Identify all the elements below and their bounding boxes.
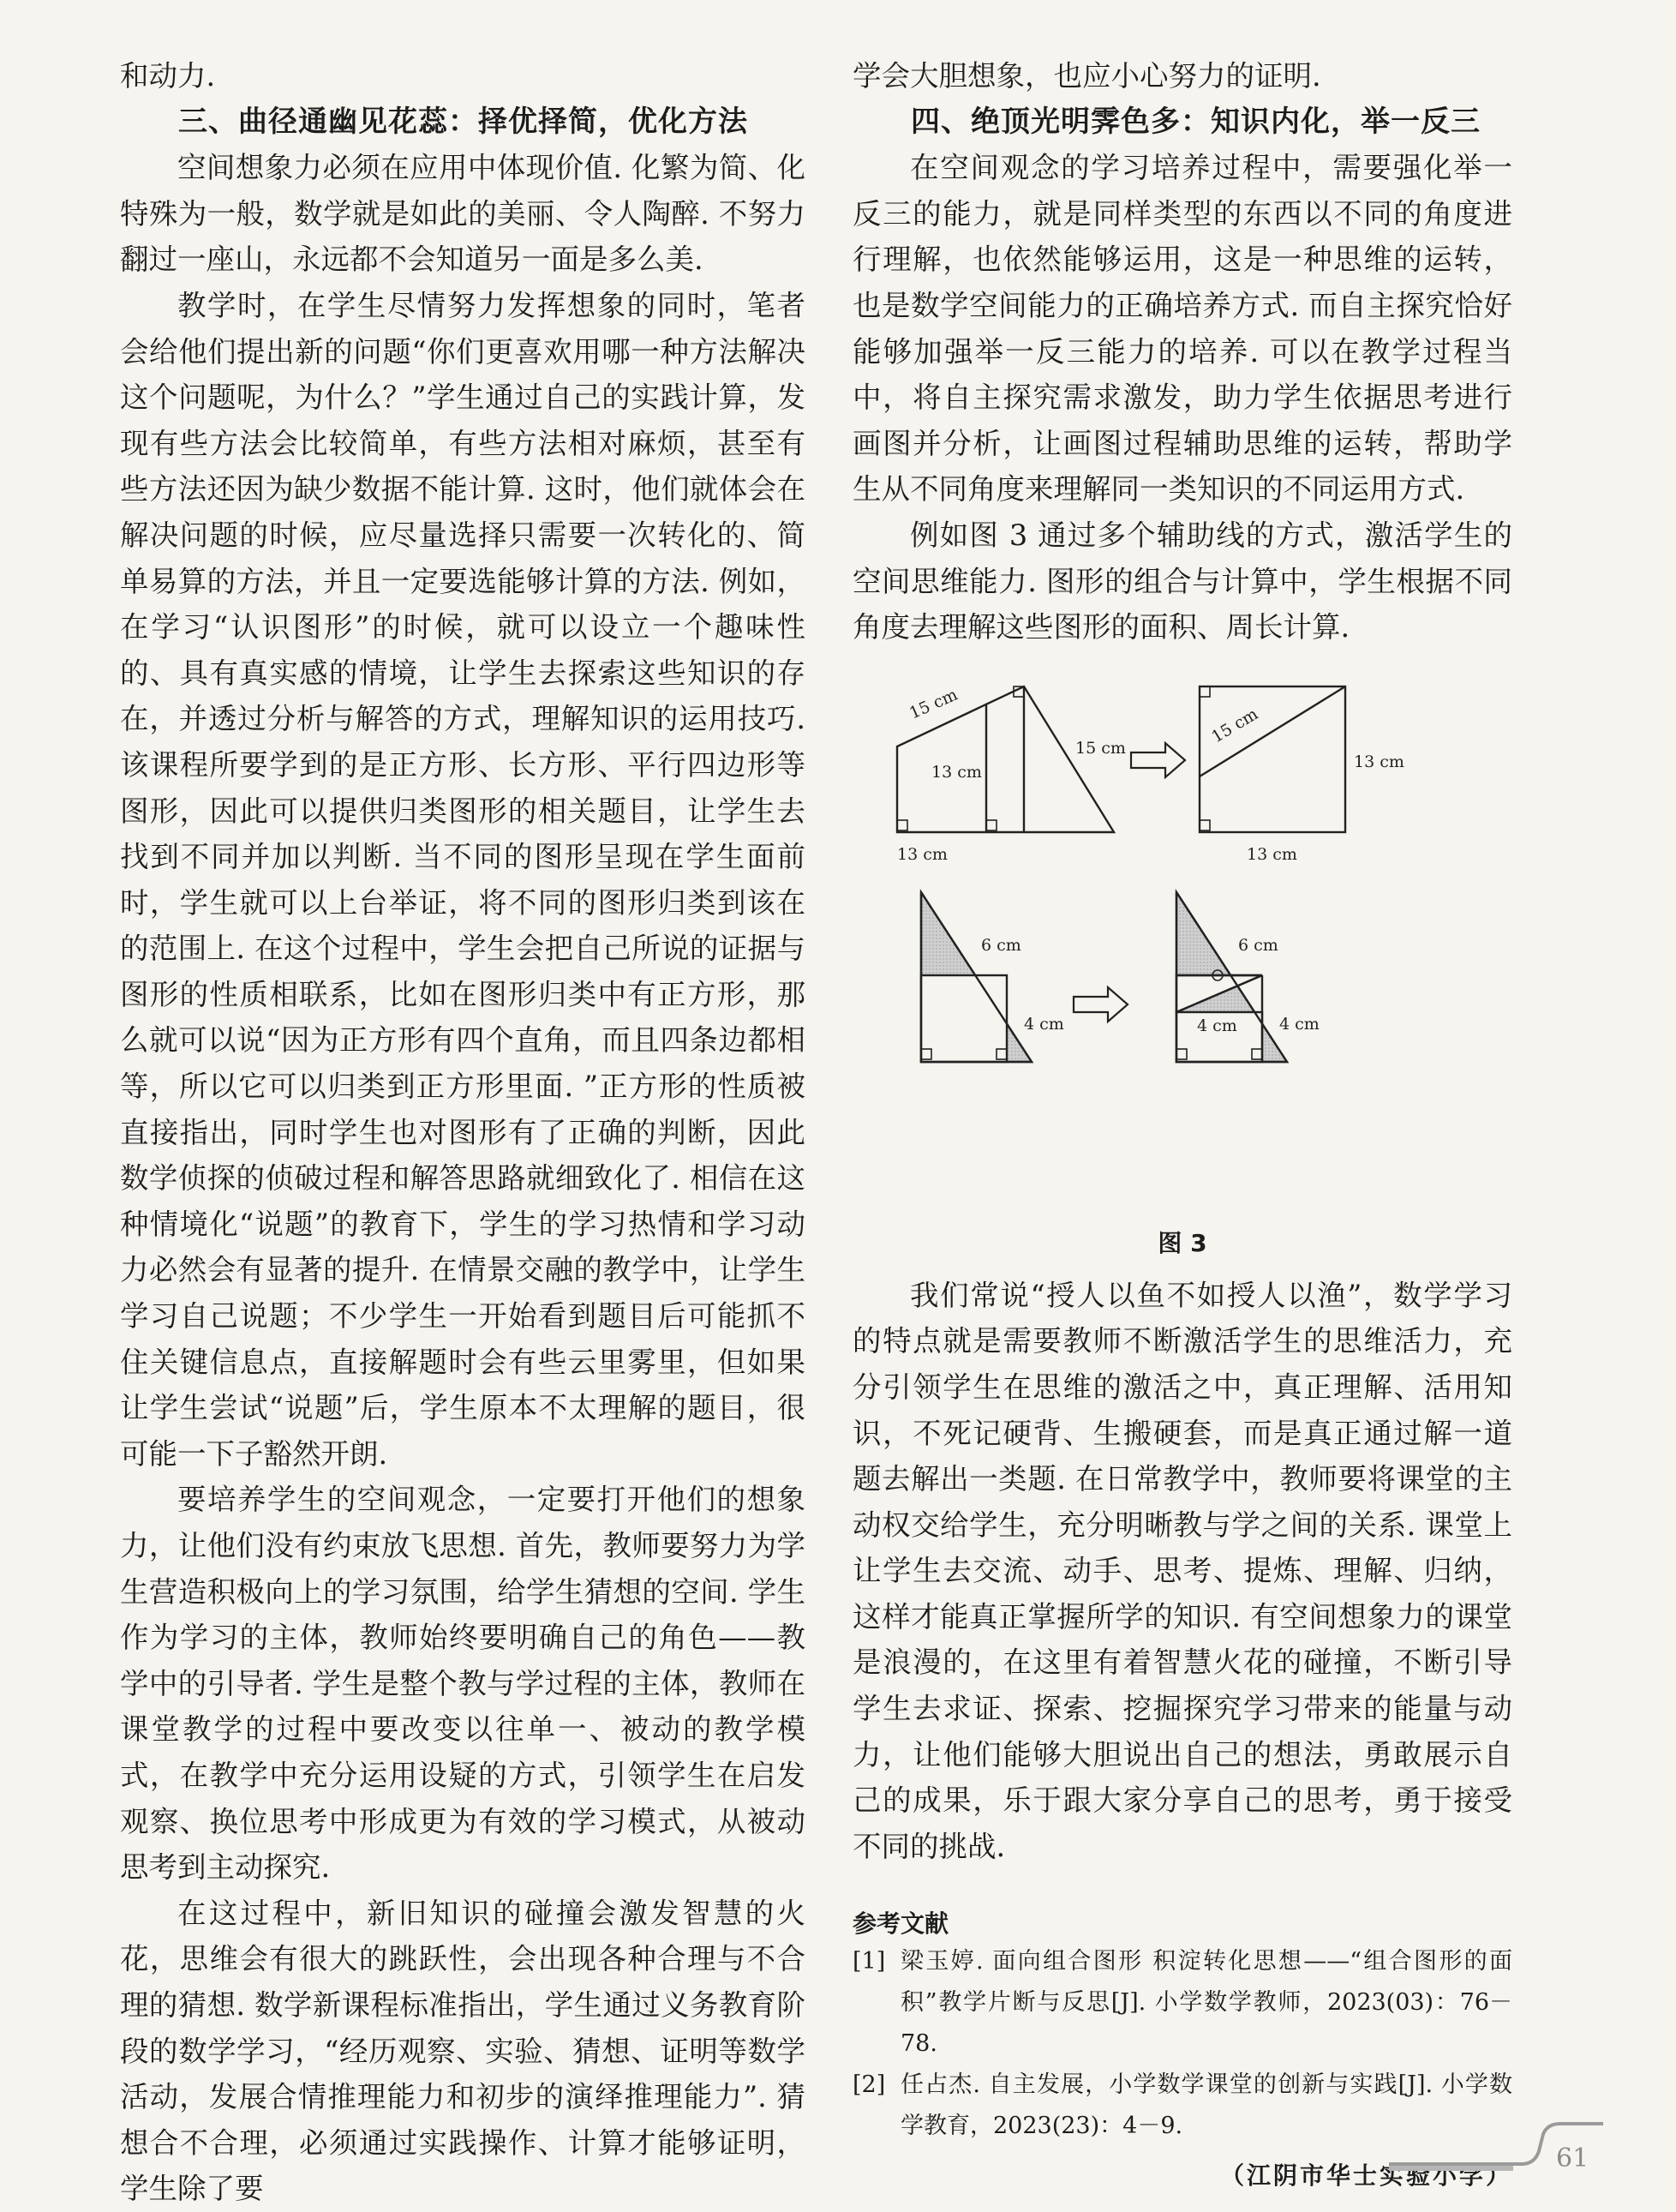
references-heading: 参考文献 bbox=[853, 1909, 949, 1939]
reference-text: 梁玉婷. 面向组合图形 积淀转化思想——“组合图形的面积”教学片断与反思[J]. 小学数学教师，2023(03)：76－78. bbox=[901, 1948, 1512, 2058]
reference-item bbox=[853, 1941, 1512, 2065]
label-13cm: 13 cm bbox=[897, 844, 948, 864]
figure-caption: 图 3 bbox=[1158, 1228, 1207, 1257]
arrow-icon bbox=[1074, 987, 1128, 1022]
reference-text: 任占杰. 自主发展，小学数学课堂的创新与实践[J]. 小学数学教育，2023(23)：4－9. bbox=[901, 2071, 1512, 2140]
right-angle-mark bbox=[897, 820, 907, 830]
reference-number: [1] bbox=[853, 1948, 886, 1975]
label-15cm: 15 cm bbox=[1208, 704, 1262, 747]
label-15cm: 15 cm bbox=[1075, 738, 1126, 758]
page-number-badge bbox=[1385, 2117, 1607, 2177]
figure-triangle-square bbox=[921, 892, 1032, 1062]
section-4-heading: 四、绝顶光明霁色多：知识内化，举一反三 bbox=[911, 104, 1481, 139]
right-angle-mark bbox=[986, 820, 997, 830]
right-column bbox=[853, 53, 1512, 2197]
label-6cm: 6 cm bbox=[981, 935, 1021, 955]
figure-triangle-rotated bbox=[1176, 892, 1287, 1062]
paragraph: 我们常说“授人以鱼不如授人以渔”，数学学习的特点就是需要教师不断激活学生的思维活力，充分引领学生在思维的激活之中，真正理解、活用知识，不死记硬背、生搬硬套，而是真正通过解一道题去解出一类题. 在日常教学中，教师要将课堂的主动权交给学生，充分明晰教与学之间的关系. 课堂上让学生去交流、动手、思考、提炼、理解、归纳，这样才能真正掌握所学的知识. 有空间想象力的课堂是浪漫的，在这里有着智慧火花的碰撞，不断引导学生去求证、探索、挖掘探究学习带来的能量与动力，让他们能够大胆说出自己的想法，勇敢展示自己的成果，乐于跟大家分享自己的思考，勇于接受不同的挑战. bbox=[853, 1278, 1512, 1863]
label-15cm: 15 cm bbox=[907, 685, 961, 723]
paragraph-continuation: 和动力. bbox=[120, 59, 216, 93]
label-13cm: 13 cm bbox=[1247, 844, 1297, 864]
paragraph: 在空间观念的学习培养过程中，需要强化举一反三的能力，就是同样类型的东西以不同的角度进行理解，也依然能够运用，这是一种思维的运转，也是数学空间能力的正确培养方式. 而自主探究恰好能够加强举一反三能力的培养. 可以在教学过程当中，将自主探究需求激发，助力学生依据思考进行画图并分析，让画图过程辅助思维的运转，帮助学生从不同角度来理解同一类知识的不同运用方式. bbox=[853, 151, 1512, 507]
paragraph: 要培养学生的空间观念，一定要打开他们的想象力，让他们没有约束放飞思想. 首先，教师要努力为学生营造积极向上的学习氛围，给学生猜想的空间. 学生作为学习的主体，教师始终要明确自己的角色——教学中的引导者. 学生是整个教与学过程的主体，教师在课堂教学的过程中要改变以往单一、被动的教学模式，在教学中充分运用设疑的方式，引领学生在启发观察、换位思考中形成更为有效的学习模式，从被动思考到主动探究. bbox=[120, 1483, 805, 1885]
section-3-heading: 三、曲径通幽见花蕊：择优择简，优化方法 bbox=[178, 104, 748, 139]
arrow-icon bbox=[1131, 743, 1185, 777]
label-4cm: 4 cm bbox=[1279, 1014, 1320, 1034]
label-13cm: 13 cm bbox=[1354, 752, 1404, 771]
figure-square bbox=[1200, 686, 1345, 832]
figure-3 bbox=[853, 669, 1512, 1218]
page-number: 61 bbox=[1556, 2143, 1589, 2173]
paragraph: 空间想象力必须在应用中体现价值. 化繁为简、化特殊为一般，数学就是如此的美丽、令人陶醉. 不努力翻过一座山，永远都不会知道另一面是多么美. bbox=[120, 151, 805, 277]
paragraph: 例如图 3 通过多个辅助线的方式，激活学生的空间思维能力. 图形的组合与计算中，学生根据不同角度去理解这些图形的面积、周长计算. bbox=[853, 518, 1512, 644]
left-column bbox=[120, 53, 805, 2212]
paragraph: 在这过程中，新旧知识的碰撞会激发智慧的火花，思维会有很大的跳跃性，会出现各种合理与不合理的猜想. 数学新课程标准指出，学生通过义务教育阶段的数学学习，“经历观察、实验、猜想、证明等数学活动，发展合情推理能力和初步的演绎推理能力”. 猜想合不合理，必须通过实践操作、计算才能够证明，学生除了要 bbox=[120, 1896, 805, 2206]
paragraph-continuation: 学会大胆想象，也应小心努力的证明. bbox=[853, 59, 1321, 93]
label-4cm: 4 cm bbox=[1024, 1014, 1064, 1034]
paragraph: 教学时，在学生尽情努力发挥想象的同时，笔者会给他们提出新的问题“你们更喜欢用哪一种方法解决这个问题呢，为什么？”学生通过自己的实践计算，发现有些方法会比较简单，有些方法相对麻烦，甚至有些方法还因为缺少数据不能计算. 这时，他们就体会在解决问题的时候，应尽量选择只需要一次转化的、简单易算的方法，并且一定要选能够计算的方法. 例如，在学习“认识图形”的时候，就可以设立一个趣味性的、具有真实感的情境，让学生去探索这些知识的存在，并透过分析与解答的方式，理解知识的运用技巧. 该课程所要学到的是正方形、长方形、平行四边形等图形，因此可以提供归类图形的相关题目，让学生去找到不同并加以判断. 当不同的图形呈现在学生面前时，学生就可以上台举证，将不同的图形归类到该在的范围上. 在这个过程中，学生会把自己所说的证据与图形的性质相联系，比如在图形归类中有正方形，那么就可以说“因为正方形有四个直角，而且四条边都相等，所以它可以归类到正方形里面. ”正方形的性质被直接指出，同时学生也对图形有了正确的判断，因此数学侦探的侦破过程和解答思路就细致化了. 相信在这种情境化“说题”的教育下，学生的学习热情和学习动力必然会有显著的提升. 在情景交融的教学中，让学生学习自己说题；不少学生一开始看到题目后可能抓不住关键信息点，直接解题时会有些云里雾里，但如果让学生尝试“说题”后，学生原本不太理解的题目，很可能一下子豁然开朗. bbox=[120, 288, 805, 1471]
label-13cm: 13 cm bbox=[931, 762, 982, 782]
reference-number: [2] bbox=[853, 2071, 886, 2099]
author-affiliation: （江阴市华士实验小学） bbox=[1219, 2161, 1512, 2191]
label-4cm: 4 cm bbox=[1197, 1016, 1237, 1035]
label-6cm: 6 cm bbox=[1238, 935, 1278, 955]
